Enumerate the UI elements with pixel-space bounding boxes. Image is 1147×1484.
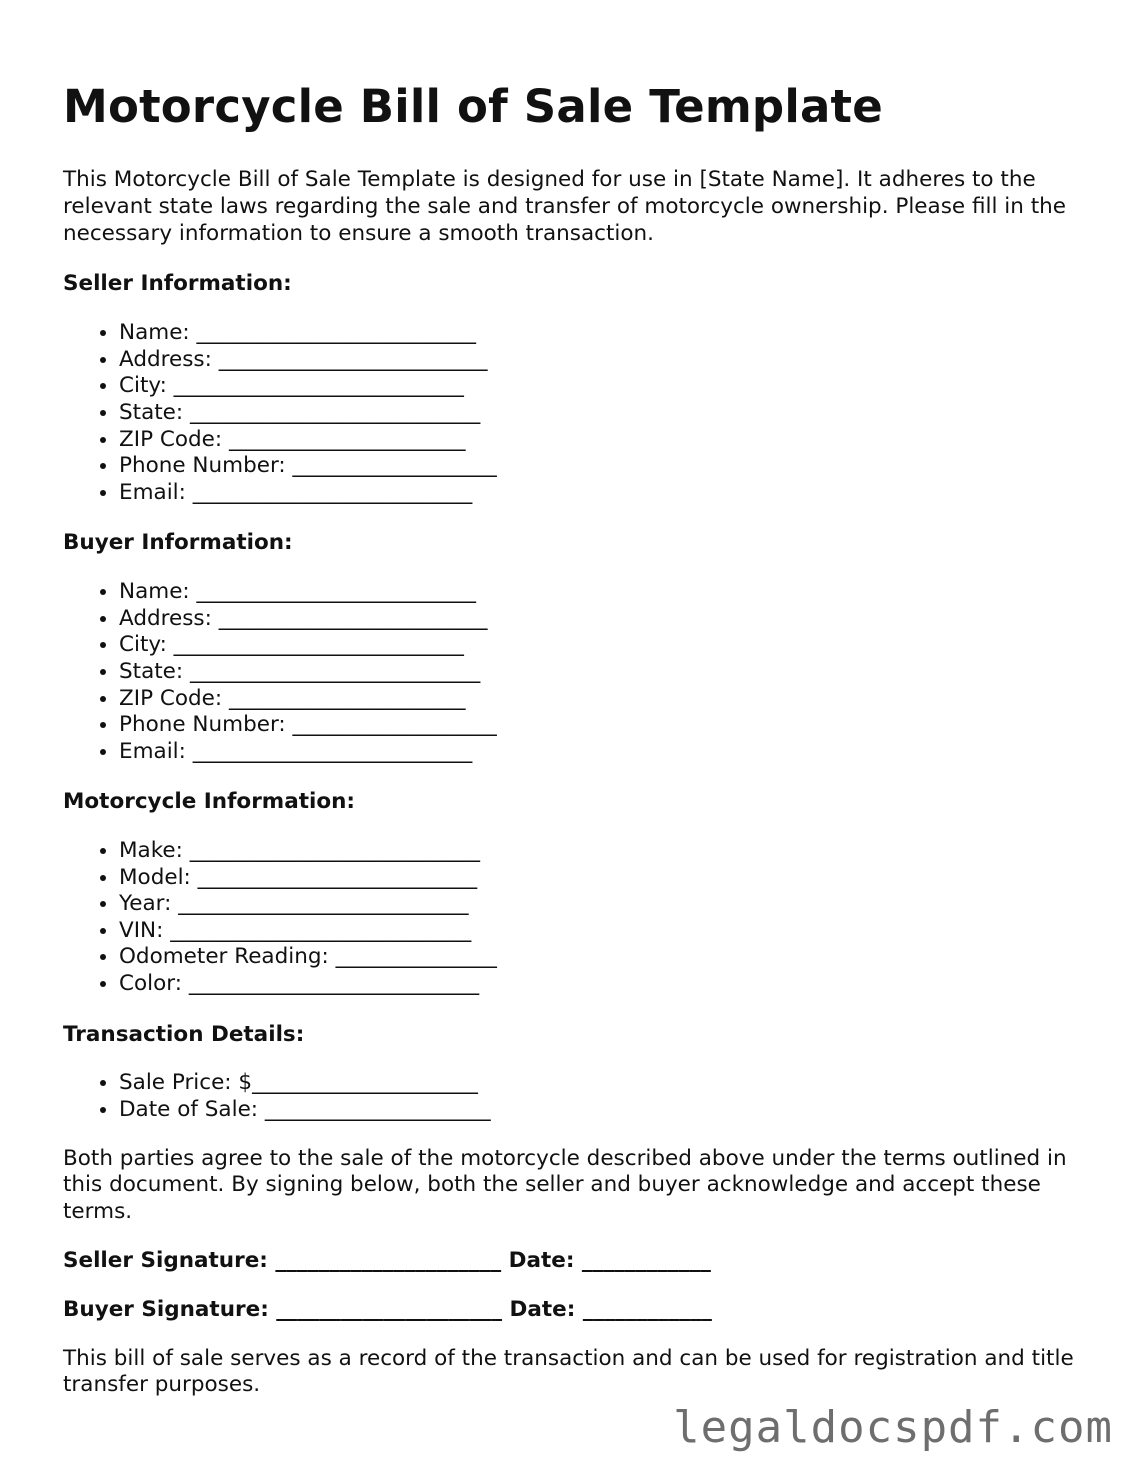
seller-name-field: • Name: __________________________ (119, 320, 1103, 347)
sale-price-field: • Sale Price: $_____________________ (119, 1070, 1103, 1097)
buyer-phone-field: • Phone Number: ___________________ (119, 712, 1103, 739)
motorcycle-year-field: • Year: ___________________________ (119, 891, 1103, 918)
closing-paragraph: This bill of sale serves as a record of the transaction and can be used for registration and title transfer purposes. (63, 1345, 1074, 1398)
document-page (63, 78, 1103, 1399)
buyer-signature-line: Buyer Signature: _____________________ Date: ____________ (63, 1296, 712, 1322)
buyer-section-heading: Buyer Information: (63, 530, 293, 556)
motorcycle-odometer-field: • Odometer Reading: _______________ (119, 944, 1103, 971)
motorcycle-make-field: • Make: ___________________________ (119, 838, 1103, 865)
transaction-fields-list (63, 1070, 1103, 1123)
buyer-name-field: • Name: __________________________ (119, 579, 1103, 606)
buyer-state-field: • State: ___________________________ (119, 659, 1103, 686)
buyer-email-field: • Email: __________________________ (119, 739, 1103, 766)
buyer-zip-field: • ZIP Code: ______________________ (119, 686, 1103, 713)
seller-section-heading: Seller Information: (63, 271, 292, 297)
seller-state-field: • State: ___________________________ (119, 400, 1103, 427)
seller-city-field: • City: ___________________________ (119, 373, 1103, 400)
motorcycle-model-field: • Model: __________________________ (119, 865, 1103, 892)
agreement-paragraph: Both parties agree to the sale of the motorcycle described above under the terms outlined in this document. By signing below, both the seller and buyer acknowledge and accept these terms. (63, 1145, 1067, 1225)
watermark-logo: legaldocspdf.com (673, 1402, 1113, 1453)
motorcycle-color-field: • Color: ___________________________ (119, 971, 1103, 998)
buyer-fields-list (63, 579, 1103, 765)
seller-address-field: • Address: _________________________ (119, 347, 1103, 374)
page-title: Motorcycle Bill of Sale Template (63, 80, 883, 133)
motorcycle-fields-list (63, 838, 1103, 998)
seller-phone-field: • Phone Number: ___________________ (119, 453, 1103, 480)
buyer-city-field: • City: ___________________________ (119, 632, 1103, 659)
sale-date-field: • Date of Sale: _____________________ (119, 1097, 1103, 1124)
seller-email-field: • Email: __________________________ (119, 480, 1103, 507)
motorcycle-vin-field: • VIN: ____________________________ (119, 918, 1103, 945)
buyer-address-field: • Address: _________________________ (119, 606, 1103, 633)
seller-zip-field: • ZIP Code: ______________________ (119, 427, 1103, 454)
motorcycle-section-heading: Motorcycle Information: (63, 789, 356, 815)
seller-fields-list (63, 320, 1103, 506)
intro-paragraph: This Motorcycle Bill of Sale Template is designed for use in [State Name]. It adheres to the relevant state laws regarding the sale and transfer of motorcycle ownership. Please fill in the necessary information to ensure a smooth transaction. (63, 167, 1067, 246)
seller-signature-line: Seller Signature: _____________________ Date: ____________ (63, 1248, 711, 1274)
transaction-section-heading: Transaction Details: (63, 1021, 305, 1047)
